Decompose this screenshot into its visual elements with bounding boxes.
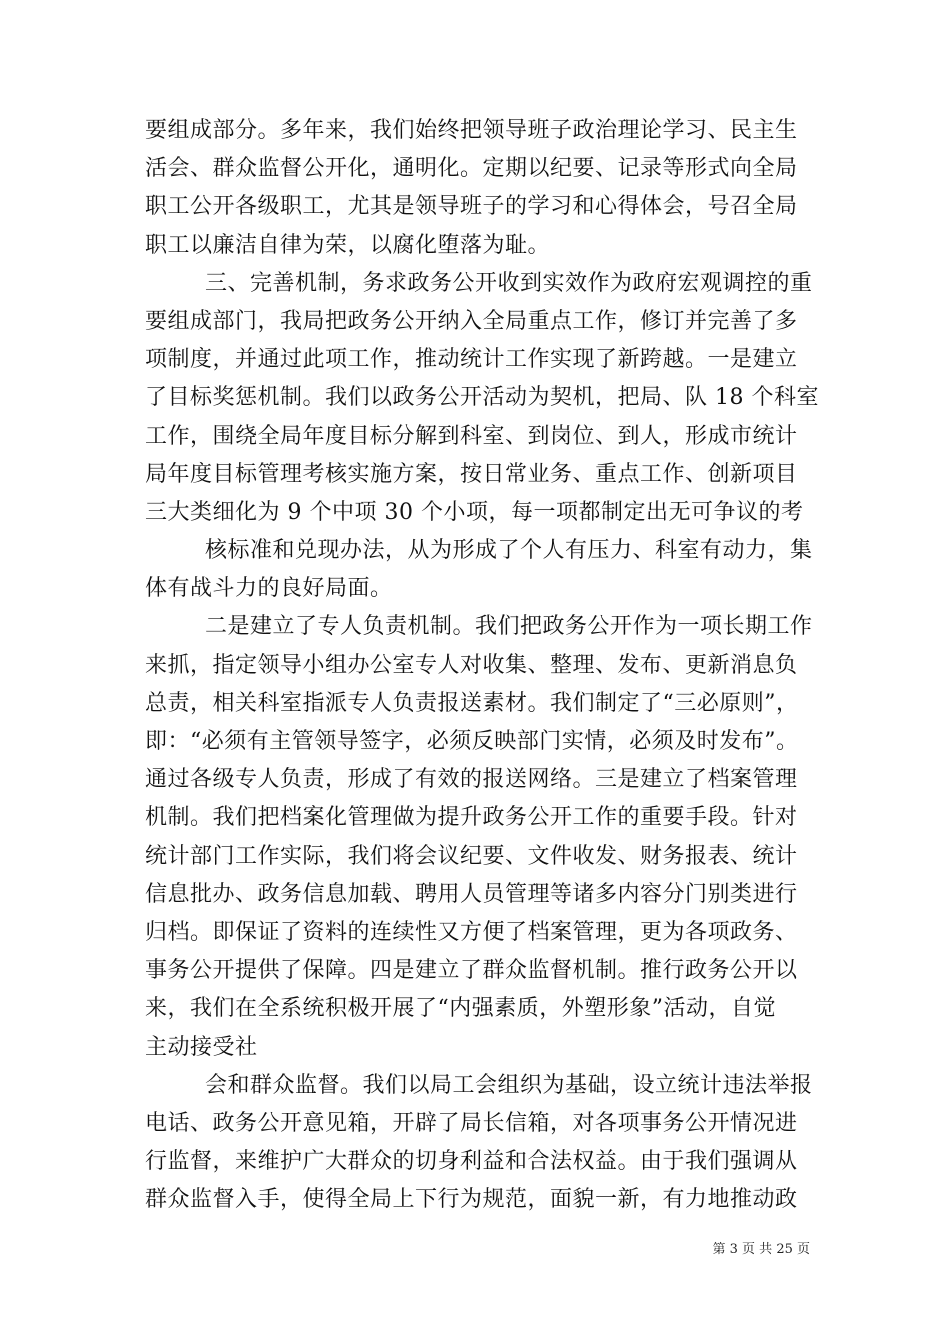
text-line: 信息批办、政务信息加载、聘用人员管理等诸多内容分门别类进行 <box>145 881 798 907</box>
text-line: 三、完善机制，务求政务公开收到实效作为政府宏观调控的重 <box>205 270 813 296</box>
text-line: 体有战斗力的良好局面。 <box>145 576 393 602</box>
text-line: 统计部门工作实际，我们将会议纪要、文件收发、财务报表、统计 <box>145 843 798 869</box>
text-line: 群众监督入手，使得全局上下行为规范，面貌一新，有力地推动政 <box>145 1187 798 1213</box>
text-line: 项制度，并通过此项工作，推动统计工作实现了新跨越。一是建立 <box>145 347 798 373</box>
text-line: 即：“必须有主管领导签字，必须反映部门实情，必须及时发布”。 <box>145 729 799 754</box>
text-line: 核标准和兑现办法，从为形成了个人有压力、科室有动力，集 <box>205 538 813 564</box>
text-line: 要组成部分。多年来，我们始终把领导班子政治理论学习、民主生 <box>145 118 798 143</box>
text-line: 来，我们在全系统积极开展了“内强素质，外塑形象”活动，自觉 <box>145 996 776 1022</box>
text-line: 局年度目标管理考核实施方案，按日常业务、重点工作、创新项目 <box>145 461 798 487</box>
text-line: 二是建立了专人负责机制。我们把政务公开作为一项长期工作 <box>205 614 813 640</box>
text-line: 了目标奖惩机制。我们以政务公开活动为契机，把局、队 18 个科室 <box>145 385 819 411</box>
text-line: 职工公开各级职工，尤其是领导班子的学习和心得体会，号召全局 <box>145 194 798 220</box>
text-line: 职工以廉洁自律为荣，以腐化堕落为耻。 <box>145 232 551 258</box>
text-line: 三大类细化为 9 个中项 30 个小项，每一项都制定出无可争议的考 <box>145 499 804 525</box>
body-text <box>145 112 825 1219</box>
text-line: 事务公开提供了保障。四是建立了群众监督机制。推行政务公开以 <box>145 958 798 984</box>
text-line: 主动接受社 <box>145 1034 258 1060</box>
text-line: 会和群众监督。我们以局工会组织为基础，设立统计违法举报 <box>205 1072 813 1098</box>
text-line: 通过各级专人负责，形成了有效的报送网络。三是建立了档案管理 <box>145 767 798 793</box>
text-line: 来抓，指定领导小组办公室专人对收集、整理、发布、更新消息负 <box>145 652 798 678</box>
text-line: 电话、政务公开意见箱，开辟了局长信箱，对各项事务公开情况进 <box>145 1110 798 1136</box>
text-line: 要组成部门，我局把政务公开纳入全局重点工作，修订并完善了多 <box>145 308 798 334</box>
text-line: 总责，相关科室指派专人负责报送素材。我们制定了“三必原则”， <box>145 690 799 716</box>
text-line: 行监督，来维护广大群众的切身利益和合法权益。由于我们强调从 <box>145 1149 798 1175</box>
page-number: 第 3 页 共 25 页 <box>712 1242 810 1257</box>
text-line: 工作，围绕全局年度目标分解到科室、到岗位、到人，形成市统计 <box>145 423 798 449</box>
text-line: 归档。即保证了资料的连续性又方便了档案管理，更为各项政务、 <box>145 919 798 945</box>
text-line: 机制。我们把档案化管理做为提升政务公开工作的重要手段。针对 <box>145 805 798 831</box>
text-line: 活会、群众监督公开化，通明化。定期以纪要、记录等形式向全局 <box>145 156 798 182</box>
